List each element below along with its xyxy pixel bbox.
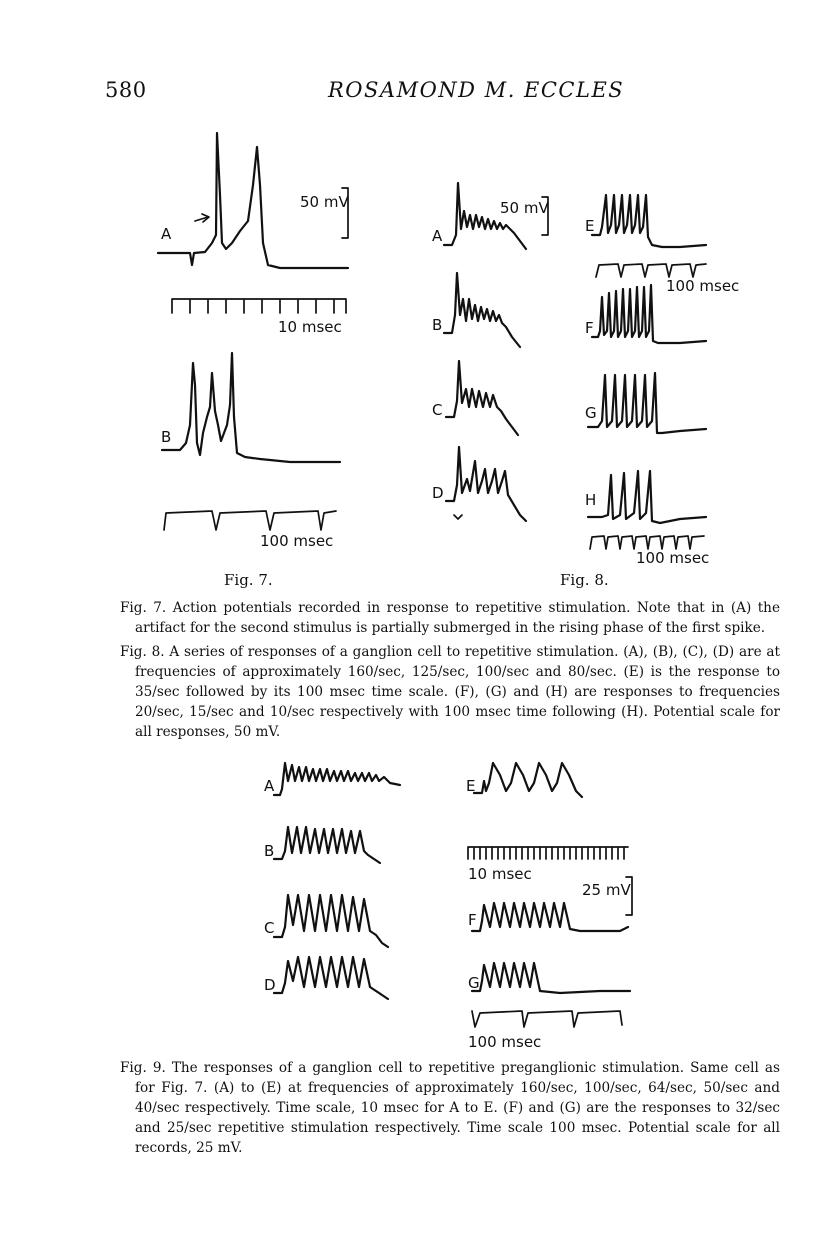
fig9-trace-a-label: A (264, 777, 275, 795)
fig9-trace-d (274, 957, 388, 999)
fig7-time-scale-100ms (164, 511, 336, 530)
fig8-voltage-scale: 50 mV (500, 199, 549, 217)
caption-fig8 (120, 642, 780, 742)
fig7-label: Fig. 7. (224, 571, 273, 589)
figure-9 (260, 755, 660, 1055)
fig7-time-scale-a-label: 10 msec (278, 318, 342, 336)
caption-fig9 (120, 1058, 780, 1158)
fig8-time-scale-e-label: 100 msec (666, 277, 740, 295)
caption-fig9-text: Fig. 9. The responses of a ganglion cell to repetitive preganglionic stimulation. Same cell as for Fig. 7. (A) to (E) at frequencies of approximately 160/sec, 100/sec, 64/sec, 50/sec and 40/sec respectively. Time scale, 10 msec for A to E. (F) and (G) are the responses to 32/sec and 25/sec repetitive stimulation respectively. Time scale 100 msec. Potential scale for all records, 25 mV. (120, 1060, 780, 1156)
fig9-trace-g (472, 963, 630, 993)
fig8-trace-f-label: F (585, 319, 594, 337)
fig9-time-scale-100-label: 100 msec (468, 1033, 542, 1051)
fig9-trace-b (274, 827, 380, 863)
fig8-trace-g-label: G (585, 404, 597, 422)
fig9-trace-d-label: D (264, 976, 276, 994)
fig8-trace-b-label: B (432, 316, 443, 334)
fig8-trace-g (588, 373, 706, 433)
page-number: 580 (105, 78, 147, 102)
fig9-voltage-scale: 25 mV (582, 881, 631, 899)
fig9-trace-c-label: C (264, 919, 275, 937)
caption-fig7 (120, 598, 780, 638)
fig9-time-scale-10ms (468, 847, 628, 859)
fig9-trace-b-label: B (264, 842, 275, 860)
fig9-trace-f (472, 903, 628, 931)
fig8-time-scale-h-label: 100 msec (636, 549, 710, 567)
caption-fig7-text: Fig. 7. Action potentials recorded in response to repetitive stimulation. Note that in (A) the artifact for the second stimulus is partially submerged in the rising phase of the first spike. (120, 600, 780, 636)
fig8-time-scale-h (590, 536, 704, 549)
fig7-trace-b (162, 353, 340, 462)
fig7-voltage-scale: 50 mV (300, 193, 349, 211)
caption-fig8-text: Fig. 8. A series of responses of a ganglion cell to repetitive stimulation. (A), (B), (C), (D) are at frequencies of approximately 160/sec, 125/sec, 100/sec and 80/sec. (E) is the response to 35/sec followed by its 100 msec time scale. (F), (G) and (H) are responses to frequencies 20/sec, 15/sec and 10/sec respectively with 100 msec time following (H). Potential scale for all responses, 50 mV. (120, 644, 780, 740)
fig8-trace-h-label: H (585, 491, 597, 509)
fig7-time-scale-10ms (172, 299, 346, 313)
fig8-time-scale-e (596, 264, 706, 277)
fig9-trace-g-label: G (468, 974, 480, 992)
fig7-time-scale-b-label: 100 msec (260, 532, 334, 550)
fig9-trace-a (274, 763, 400, 795)
fig9-trace-e-label: E (466, 777, 476, 795)
fig8-trace-b (444, 273, 520, 347)
fig8-trace-d (446, 447, 526, 521)
figure-7 (150, 125, 370, 565)
fig8-trace-e-label: E (585, 217, 595, 235)
fig8-trace-h (588, 471, 706, 523)
fig9-trace-e (474, 763, 582, 797)
fig8-trace-c-label: C (432, 401, 443, 419)
fig8-trace-d-label: D (432, 484, 444, 502)
fig9-time-scale-10-label: 10 msec (468, 865, 532, 883)
fig8-trace-d-artifact (454, 515, 462, 519)
figure-8 (430, 175, 740, 565)
fig7-trace-b-label: B (161, 428, 172, 446)
fig8-trace-a-label: A (432, 227, 443, 245)
fig8-trace-e (592, 195, 706, 247)
fig9-trace-f-label: F (468, 911, 477, 929)
fig7-trace-a-label: A (161, 225, 172, 243)
fig8-label: Fig. 8. (560, 571, 609, 589)
fig9-time-scale-100ms (472, 1011, 622, 1027)
fig9-trace-c (274, 895, 388, 947)
fig8-trace-c (446, 361, 518, 435)
running-head: ROSAMOND M. ECCLES (328, 78, 625, 102)
